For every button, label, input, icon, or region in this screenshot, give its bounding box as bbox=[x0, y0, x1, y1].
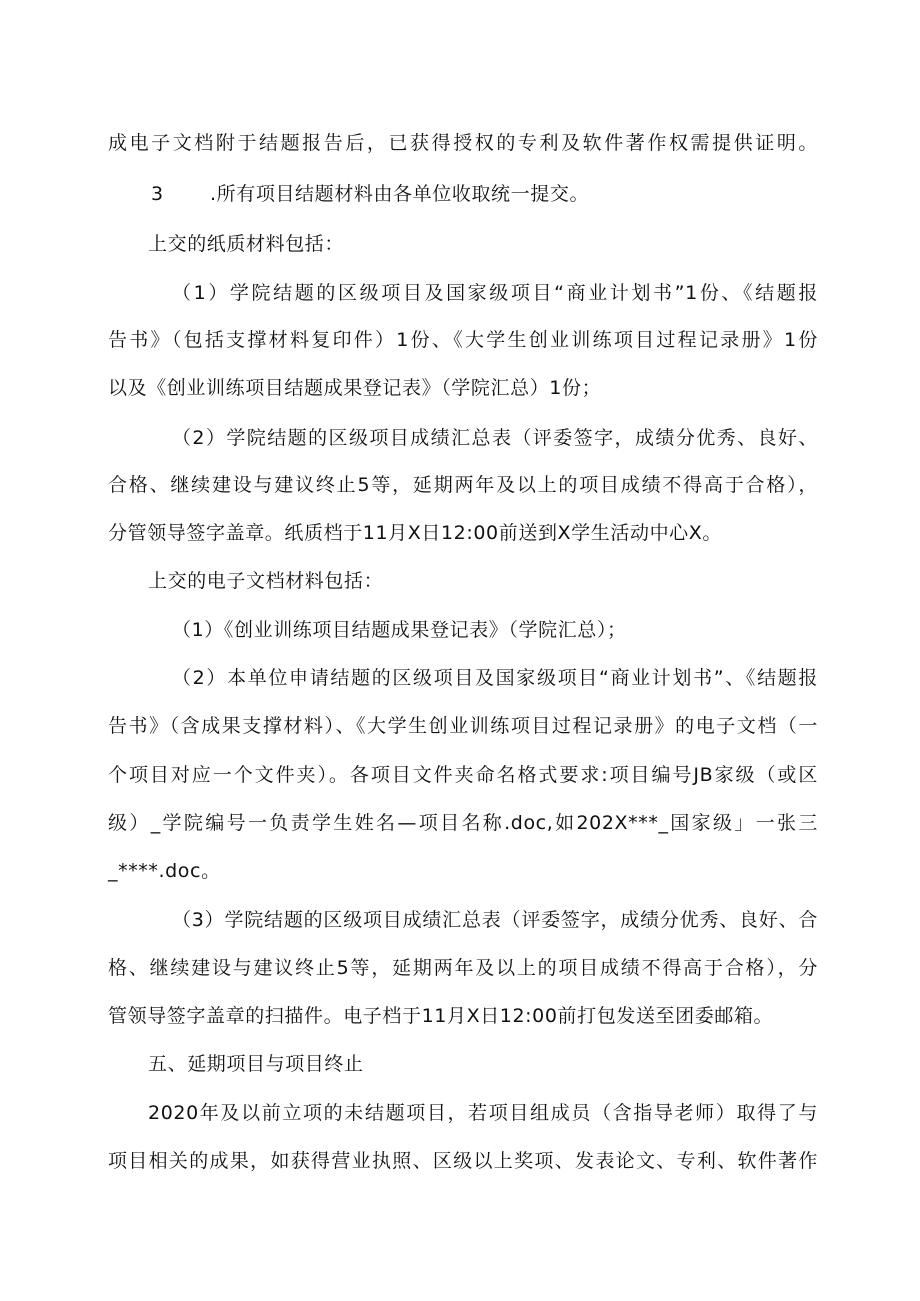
paragraph-line: 告书》（含成果支撑材料）、《大学生创业训练项目过程记录册》的电子文档（一 bbox=[108, 715, 818, 737]
section-label: 上交的纸质材料包括： bbox=[148, 233, 345, 255]
paragraph-line: _****.doc。 bbox=[108, 860, 221, 882]
paragraph-line: 管领导签字盖章的扫描件。电子档于11月X日12:00前打包发送至团委邮箱。 bbox=[108, 1005, 774, 1027]
section-label: 上交的电子文档材料包括： bbox=[148, 570, 384, 592]
paragraph-line: （1）学院结题的区级项目及国家级项目“商业计划书”1份、《结题报 bbox=[172, 282, 818, 304]
paragraph-line: 成电子文档附于结题报告后，已获得授权的专利及软件著作权需提供证明。 bbox=[108, 132, 818, 154]
paragraph-line: 2020年及以前立项的未结题项目，若项目组成员（含指导老师）取得了与 bbox=[148, 1102, 818, 1124]
paragraph-line: 项目相关的成果，如获得营业执照、区级以上奖项、发表论文、专利、软件著作 bbox=[108, 1150, 818, 1172]
paragraph-line: 告书》（包括支撑材料复印件）1份、《大学生创业训练项目过程记录册》1份 bbox=[108, 329, 818, 351]
section-heading: 五、延期项目与项目终止 bbox=[148, 1053, 364, 1075]
paragraph-line: （2）本单位申请结题的区级项目及国家级项目“商业计划书”、《结题报 bbox=[172, 667, 818, 689]
paragraph-line: 以及《创业训练项目结题成果登记表》（学院汇总）1份； bbox=[108, 377, 602, 399]
paragraph-line: 级）_学院编号一负责学生姓名—项目名称.doc,如202X***_国家级」一张三 bbox=[108, 812, 818, 834]
paragraph-line: 个项目对应一个文件夹）。各项目文件夹命名格式要求:项目编号JB家级（或区 bbox=[108, 764, 818, 786]
list-item-text: .所有项目结题材料由各单位收取统一提交。 bbox=[210, 183, 590, 205]
paragraph-line: （1）《创业训练项目结题成果登记表》（学院汇总）； bbox=[172, 619, 627, 641]
paragraph-line: （2）学院结题的区级项目成绩汇总表（评委签字，成绩分优秀、良好、 bbox=[172, 427, 818, 449]
paragraph-line: （3）学院结题的区级项目成绩汇总表（评委签字，成绩分优秀、良好、合 bbox=[172, 909, 818, 931]
list-item-number: 3 bbox=[151, 183, 164, 205]
paragraph-line: 合格、继续建设与建议终止5等，延期两年及以上的项目成绩不得高于合格）， bbox=[108, 474, 818, 496]
paragraph-line: 分管领导签字盖章。纸质档于11月X日12:00前送到X学生活动中心X。 bbox=[108, 522, 722, 544]
paragraph-line: 格、继续建设与建议终止5等，延期两年及以上的项目成绩不得高于合格），分 bbox=[108, 957, 818, 979]
